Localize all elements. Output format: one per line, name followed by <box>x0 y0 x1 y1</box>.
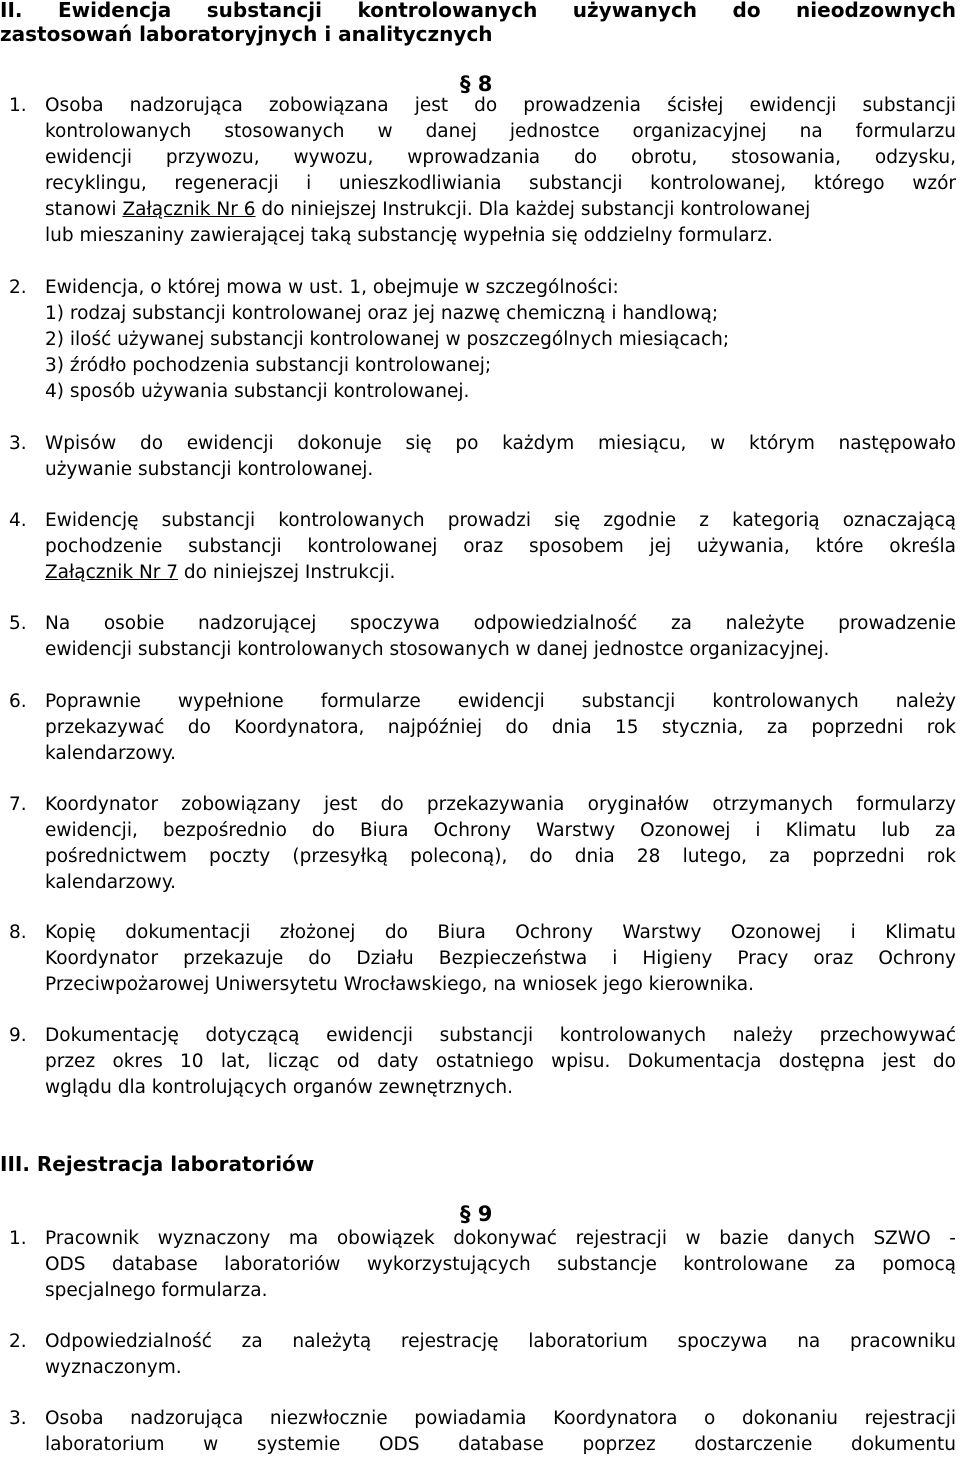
item-text-line: lub mieszaniny zawierającej taką substancję wypełnia się oddzielny formularz. <box>45 225 773 246</box>
item-number: 5. <box>9 613 27 634</box>
list-subitem: 2) ilość używanej substancji kontrolowanej w poszczególnych miesiącach; <box>45 329 730 350</box>
item-text-line: ODS database laboratoriów wykorzystujących substancje kontrolowane za pomocą <box>45 1254 956 1275</box>
item-text-line <box>45 560 956 586</box>
annex-6-link[interactable]: Załącznik Nr 6 <box>122 199 256 220</box>
item-text-line: kalendarzowy. <box>45 743 177 764</box>
item-text-line: pochodzenie substancji kontrolowanej oraz sposobem jej używania, które określa <box>45 536 956 557</box>
list-subitem: 1) rodzaj substancji kontrolowanej oraz jej nazwę chemiczną i handlową; <box>45 303 719 324</box>
section-heading-line-1: II. Ewidencja substancji kontrolowanych używanych do nieodzownych <box>0 0 956 22</box>
item-text-line: Dokumentację dotyczącą ewidencji substancji kontrolowanych należy przechowywać <box>45 1025 956 1046</box>
item-text-line: Ewidencję substancji kontrolowanych prowadzi się zgodnie z kategorią oznaczającą <box>45 510 956 531</box>
item-number: 7. <box>9 794 27 815</box>
item-text-line: używanie substancji kontrolowanej. <box>45 459 374 480</box>
item-text-line: kalendarzowy. <box>45 872 177 893</box>
item-text-line: kontrolowanych stosowanych w danej jednostce organizacyjnej na formularzu <box>45 121 956 142</box>
item-text-line: Poprawnie wypełnione formularze ewidencji substancji kontrolowanych należy <box>45 691 956 712</box>
item-text-line: laboratorium w systemie ODS database poprzez dostarczenie dokumentu <box>45 1434 956 1455</box>
item-text-line <box>45 197 956 223</box>
list-subitem: 3) źródło pochodzenia substancji kontrolowanej; <box>45 355 492 376</box>
item-text-line: pośrednictwem poczty (przesyłką poleconą), do dnia 28 lutego, za poprzedni rok <box>45 846 956 867</box>
item-text-line: Koordynator zobowiązany jest do przekazywania oryginałów otrzymanych formularzy <box>45 794 956 815</box>
item-text-line: ewidencji, bezpośrednio do Biura Ochrony Warstwy Ozonowej i Klimatu lub za <box>45 820 956 841</box>
section-heading: III. Rejestracja laboratoriów <box>0 1152 315 1176</box>
paragraph-sign-9: § 9 <box>460 1202 493 1226</box>
item-number: 9. <box>9 1025 27 1046</box>
item-text-line: Na osobie nadzorującej spoczywa odpowiedzialność za należyte prowadzenie <box>45 613 956 634</box>
text-fragment: stanowi <box>45 199 123 220</box>
item-text-line: Koordynator przekazuje do Działu Bezpieczeństwa i Higieny Pracy oraz Ochrony <box>45 948 956 969</box>
item-text-line: przekazywać do Koordynatora, najpóźniej do dnia 15 stycznia, za poprzedni rok <box>45 717 956 738</box>
item-text-line: Pracownik wyznaczony ma obowiązek dokonywać rejestracji w bazie danych SZWO - <box>45 1228 956 1249</box>
item-number: 1. <box>9 1228 27 1249</box>
section-heading-line-2: zastosowań laboratoryjnych i analitycznych <box>0 22 493 46</box>
item-text-line: Osoba nadzorująca zobowiązana jest do prowadzenia ścisłej ewidencji substancji <box>45 95 956 116</box>
item-text-line: Przeciwpożarowej Uniwersytetu Wrocławskiego, na wniosek jego kierownika. <box>45 974 754 995</box>
item-text-line: Osoba nadzorująca niezwłocznie powiadamia Koordynatora o dokonaniu rejestracji <box>45 1408 956 1429</box>
item-text-line: Odpowiedzialność za należytą rejestrację laboratorium spoczywa na pracowniku <box>45 1331 956 1352</box>
item-number: 6. <box>9 691 27 712</box>
paragraph-sign-8: § 8 <box>460 72 493 96</box>
item-number: 2. <box>9 1331 27 1352</box>
item-number: 3. <box>9 433 27 454</box>
item-text-line: wyznaczonym. <box>45 1357 182 1378</box>
item-number: 4. <box>9 510 27 531</box>
annex-7-link[interactable]: Załącznik Nr 7 <box>45 562 179 583</box>
text-fragment: do niniejszej Instrukcji. <box>178 562 396 583</box>
item-text-line: Kopię dokumentacji złożonej do Biura Ochrony Warstwy Ozonowej i Klimatu <box>45 922 956 943</box>
item-number: 8. <box>9 922 27 943</box>
item-text-line: wglądu dla kontrolujących organów zewnętrznych. <box>45 1077 513 1098</box>
text-fragment: do niniejszej Instrukcji. Dla każdej substancji kontrolowanej <box>255 199 811 220</box>
list-subitem: 4) sposób używania substancji kontrolowanej. <box>45 381 470 402</box>
item-text-line: przez okres 10 lat, licząc od daty ostatniego wpisu. Dokumentacja dostępna jest do <box>45 1051 956 1072</box>
item-text-line: specjalnego formularza. <box>45 1280 268 1301</box>
item-number: 2. <box>9 277 27 298</box>
item-number: 3. <box>9 1408 27 1429</box>
item-text-line: recyklingu, regeneracji i unieszkodliwiania substancji kontrolowanej, którego wzór <box>45 173 956 194</box>
item-text-line: ewidencji substancji kontrolowanych stosowanych w danej jednostce organizacyjnej. <box>45 639 830 660</box>
item-number: 1. <box>9 95 27 116</box>
item-text-line: Wpisów do ewidencji dokonuje się po każdym miesiącu, w którym następowało <box>45 433 956 454</box>
item-text-line: Ewidencja, o której mowa w ust. 1, obejmuje w szczególności: <box>45 277 619 298</box>
item-text-line: ewidencji przywozu, wywozu, wprowadzania do obrotu, stosowania, odzysku, <box>45 147 956 168</box>
